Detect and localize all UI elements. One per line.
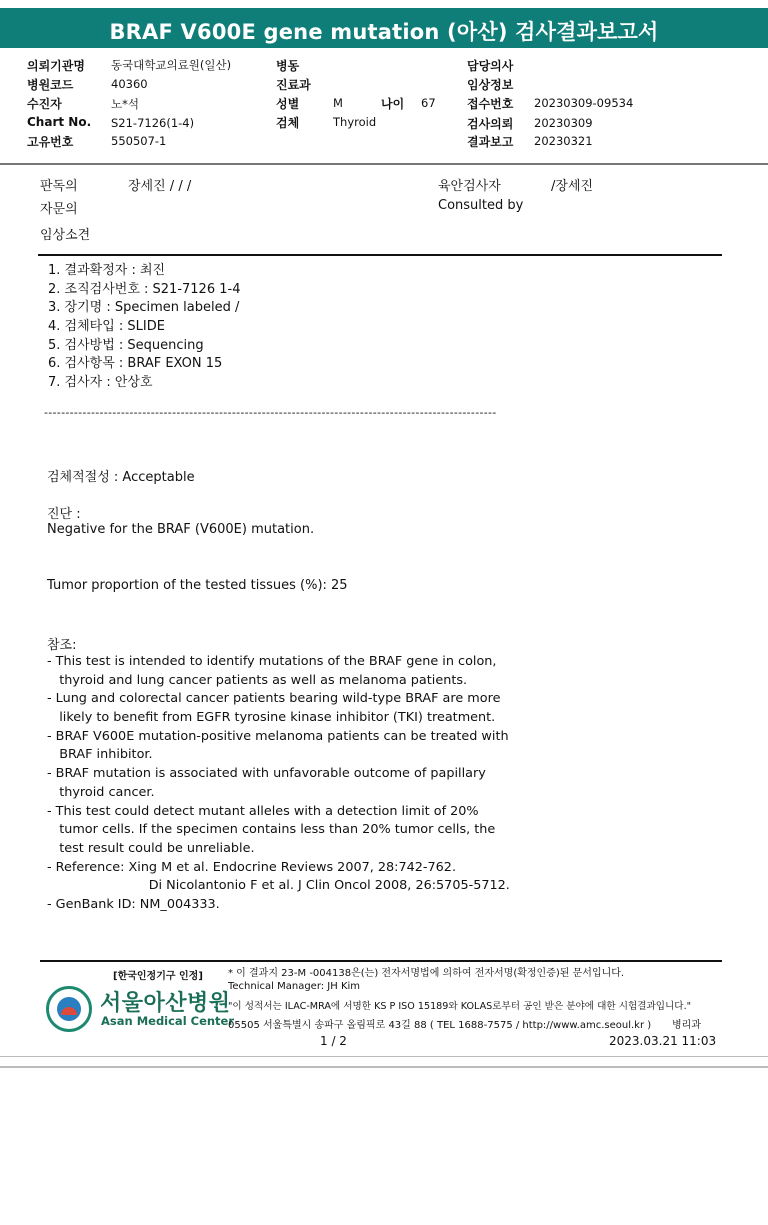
note-line: - This test is intended to identify mutations of the BRAF gene in colon, bbox=[47, 654, 497, 669]
technical-manager: Technical Manager: JH Kim bbox=[228, 981, 361, 992]
value-unique-id: 550507-1 bbox=[111, 134, 167, 148]
accreditation-label: [한국인정기구 인정] bbox=[113, 971, 203, 982]
label-age: 나이 bbox=[381, 97, 405, 111]
value-accession-no: 20230309-09534 bbox=[534, 96, 634, 110]
label-patient: 수진자 bbox=[27, 97, 62, 111]
label-clinical-info: 임상정보 bbox=[467, 78, 514, 92]
value-report-date: 20230321 bbox=[534, 134, 593, 148]
label-gross-examiner: 육안검사자 bbox=[438, 179, 501, 194]
value-institution: 동국대학교의료원(일산) bbox=[111, 58, 232, 72]
label-accession-no: 접수번호 bbox=[467, 97, 514, 111]
notes-label: 참조: bbox=[47, 638, 77, 653]
label-physician: 담당의사 bbox=[467, 59, 514, 73]
hospital-address: 05505 서울특별시 송파구 올림픽로 43길 88 ( TEL 1688-7575 / http://www.amc.seoul.kr ) bbox=[228, 1020, 652, 1031]
list-item: 6. 검사항목 : BRAF EXON 15 bbox=[48, 356, 223, 372]
value-reader: 장세진 / / / bbox=[128, 179, 192, 194]
report-title: BRAF V600E gene mutation (아산) 검사결과보고서 bbox=[109, 20, 659, 44]
label-specimen: 검체 bbox=[276, 116, 300, 130]
label-reader: 판독의 bbox=[40, 179, 78, 194]
label-report-date: 결과보고 bbox=[467, 135, 514, 149]
note-line: - GenBank ID: NM_004333. bbox=[47, 896, 220, 912]
notes-list bbox=[47, 653, 510, 915]
label-request-date: 검사의뢰 bbox=[467, 117, 514, 131]
label-hospital-code: 병원코드 bbox=[27, 78, 74, 92]
hospital-logo-icon bbox=[46, 986, 92, 1032]
note-line: - BRAF mutation is associated with unfavorable outcome of papillary bbox=[47, 766, 486, 782]
diagnosis-text: Negative for the BRAF (V600E) mutation. bbox=[47, 522, 315, 537]
value-hospital-code: 40360 bbox=[111, 77, 148, 91]
page-end-line-2 bbox=[0, 1066, 768, 1068]
section-divider bbox=[38, 254, 722, 256]
header-divider bbox=[0, 163, 768, 165]
label-consulted-by: Consulted by bbox=[438, 198, 524, 213]
print-datetime: 2023.03.21 11:03 bbox=[609, 1034, 717, 1048]
hospital-name-en: Asan Medical Center bbox=[101, 1014, 235, 1028]
note-line: likely to benefit from EGFR tyrosine kinase inhibitor (TKI) treatment. bbox=[47, 710, 496, 726]
hospital-name-ko: 서울아산병원 bbox=[100, 991, 231, 1016]
value-request-date: 20230309 bbox=[534, 116, 593, 130]
footer-divider bbox=[40, 960, 722, 962]
tumor-proportion: Tumor proportion of the tested tissues (%): 25 bbox=[47, 578, 348, 593]
label-clinical-findings: 임상소견 bbox=[40, 228, 91, 243]
value-chart-no: S21-7126(1-4) bbox=[111, 116, 195, 130]
list-item: 7. 검사자 : 안상호 bbox=[48, 375, 153, 391]
value-gross-examiner: /장세진 bbox=[551, 179, 594, 194]
note-line: thyroid and lung cancer patients as well as melanoma patients. bbox=[47, 672, 468, 688]
department: 병리과 bbox=[672, 1020, 701, 1031]
list-item: 1. 결과확정자 : 최진 bbox=[48, 263, 166, 278]
page-end-line-1 bbox=[0, 1056, 768, 1057]
note-line: BRAF inhibitor. bbox=[47, 747, 153, 763]
page-number: 1 / 2 bbox=[320, 1034, 347, 1048]
label-institution: 의뢰기관명 bbox=[27, 59, 85, 73]
label-consultant: 자문의 bbox=[40, 202, 78, 217]
esign-note: * 이 결과지 23-M -004138은(는) 전자서명법에 의하여 전자서명(확정인증)된 문서입니다. bbox=[228, 968, 625, 979]
iso-statement: "이 성적서는 ILAC-MRA에 서명한 KS P ISO 15189와 KOLAS로부터 공인 받은 분야에 대한 시험결과입니다." bbox=[228, 1001, 692, 1012]
report-title-bar bbox=[0, 8, 768, 48]
note-line: - Reference: Xing M et al. Endocrine Reviews 2007, 28:742-762. bbox=[47, 859, 457, 875]
list-item: 4. 검체타입 : SLIDE bbox=[48, 319, 165, 335]
note-line: - This test could detect mutant alleles with a detection limit of 20% bbox=[47, 803, 479, 819]
diagnosis-label: 진단 : bbox=[47, 507, 81, 522]
note-line: Di Nicolantonio F et al. J Clin Oncol 2008, 26:5705-5712. bbox=[47, 878, 510, 894]
note-line: - BRAF V600E mutation-positive melanoma patients can be treated with bbox=[47, 728, 509, 744]
list-item: 2. 조직검사번호 : S21-7126 1-4 bbox=[48, 281, 241, 297]
list-item: 3. 장기명 : Specimen labeled / bbox=[48, 300, 240, 316]
label-unique-id: 고유번호 bbox=[27, 135, 74, 149]
specimen-adequacy: 검체적절성 : Acceptable bbox=[47, 470, 195, 485]
note-line: tumor cells. If the specimen contains less than 20% tumor cells, the bbox=[47, 822, 496, 838]
note-line: thyroid cancer. bbox=[47, 784, 155, 800]
note-line: - Lung and colorectal cancer patients bearing wild-type BRAF are more bbox=[47, 691, 501, 707]
list-item: 5. 검사방법 : Sequencing bbox=[48, 337, 204, 353]
label-ward: 병동 bbox=[276, 59, 300, 73]
label-chart-no: Chart No. bbox=[27, 115, 92, 129]
value-specimen: Thyroid bbox=[333, 115, 377, 129]
dashed-separator: ---------------------------------------------------------------------------------------------------------- bbox=[44, 406, 497, 419]
label-department: 진료과 bbox=[276, 78, 311, 92]
label-sex: 성별 bbox=[276, 97, 300, 111]
value-age: 67 bbox=[421, 96, 436, 110]
value-sex: M bbox=[333, 96, 343, 110]
test-info-list bbox=[48, 261, 240, 392]
value-patient: 노*석 bbox=[111, 97, 139, 111]
note-line: test result could be unreliable. bbox=[47, 840, 255, 856]
